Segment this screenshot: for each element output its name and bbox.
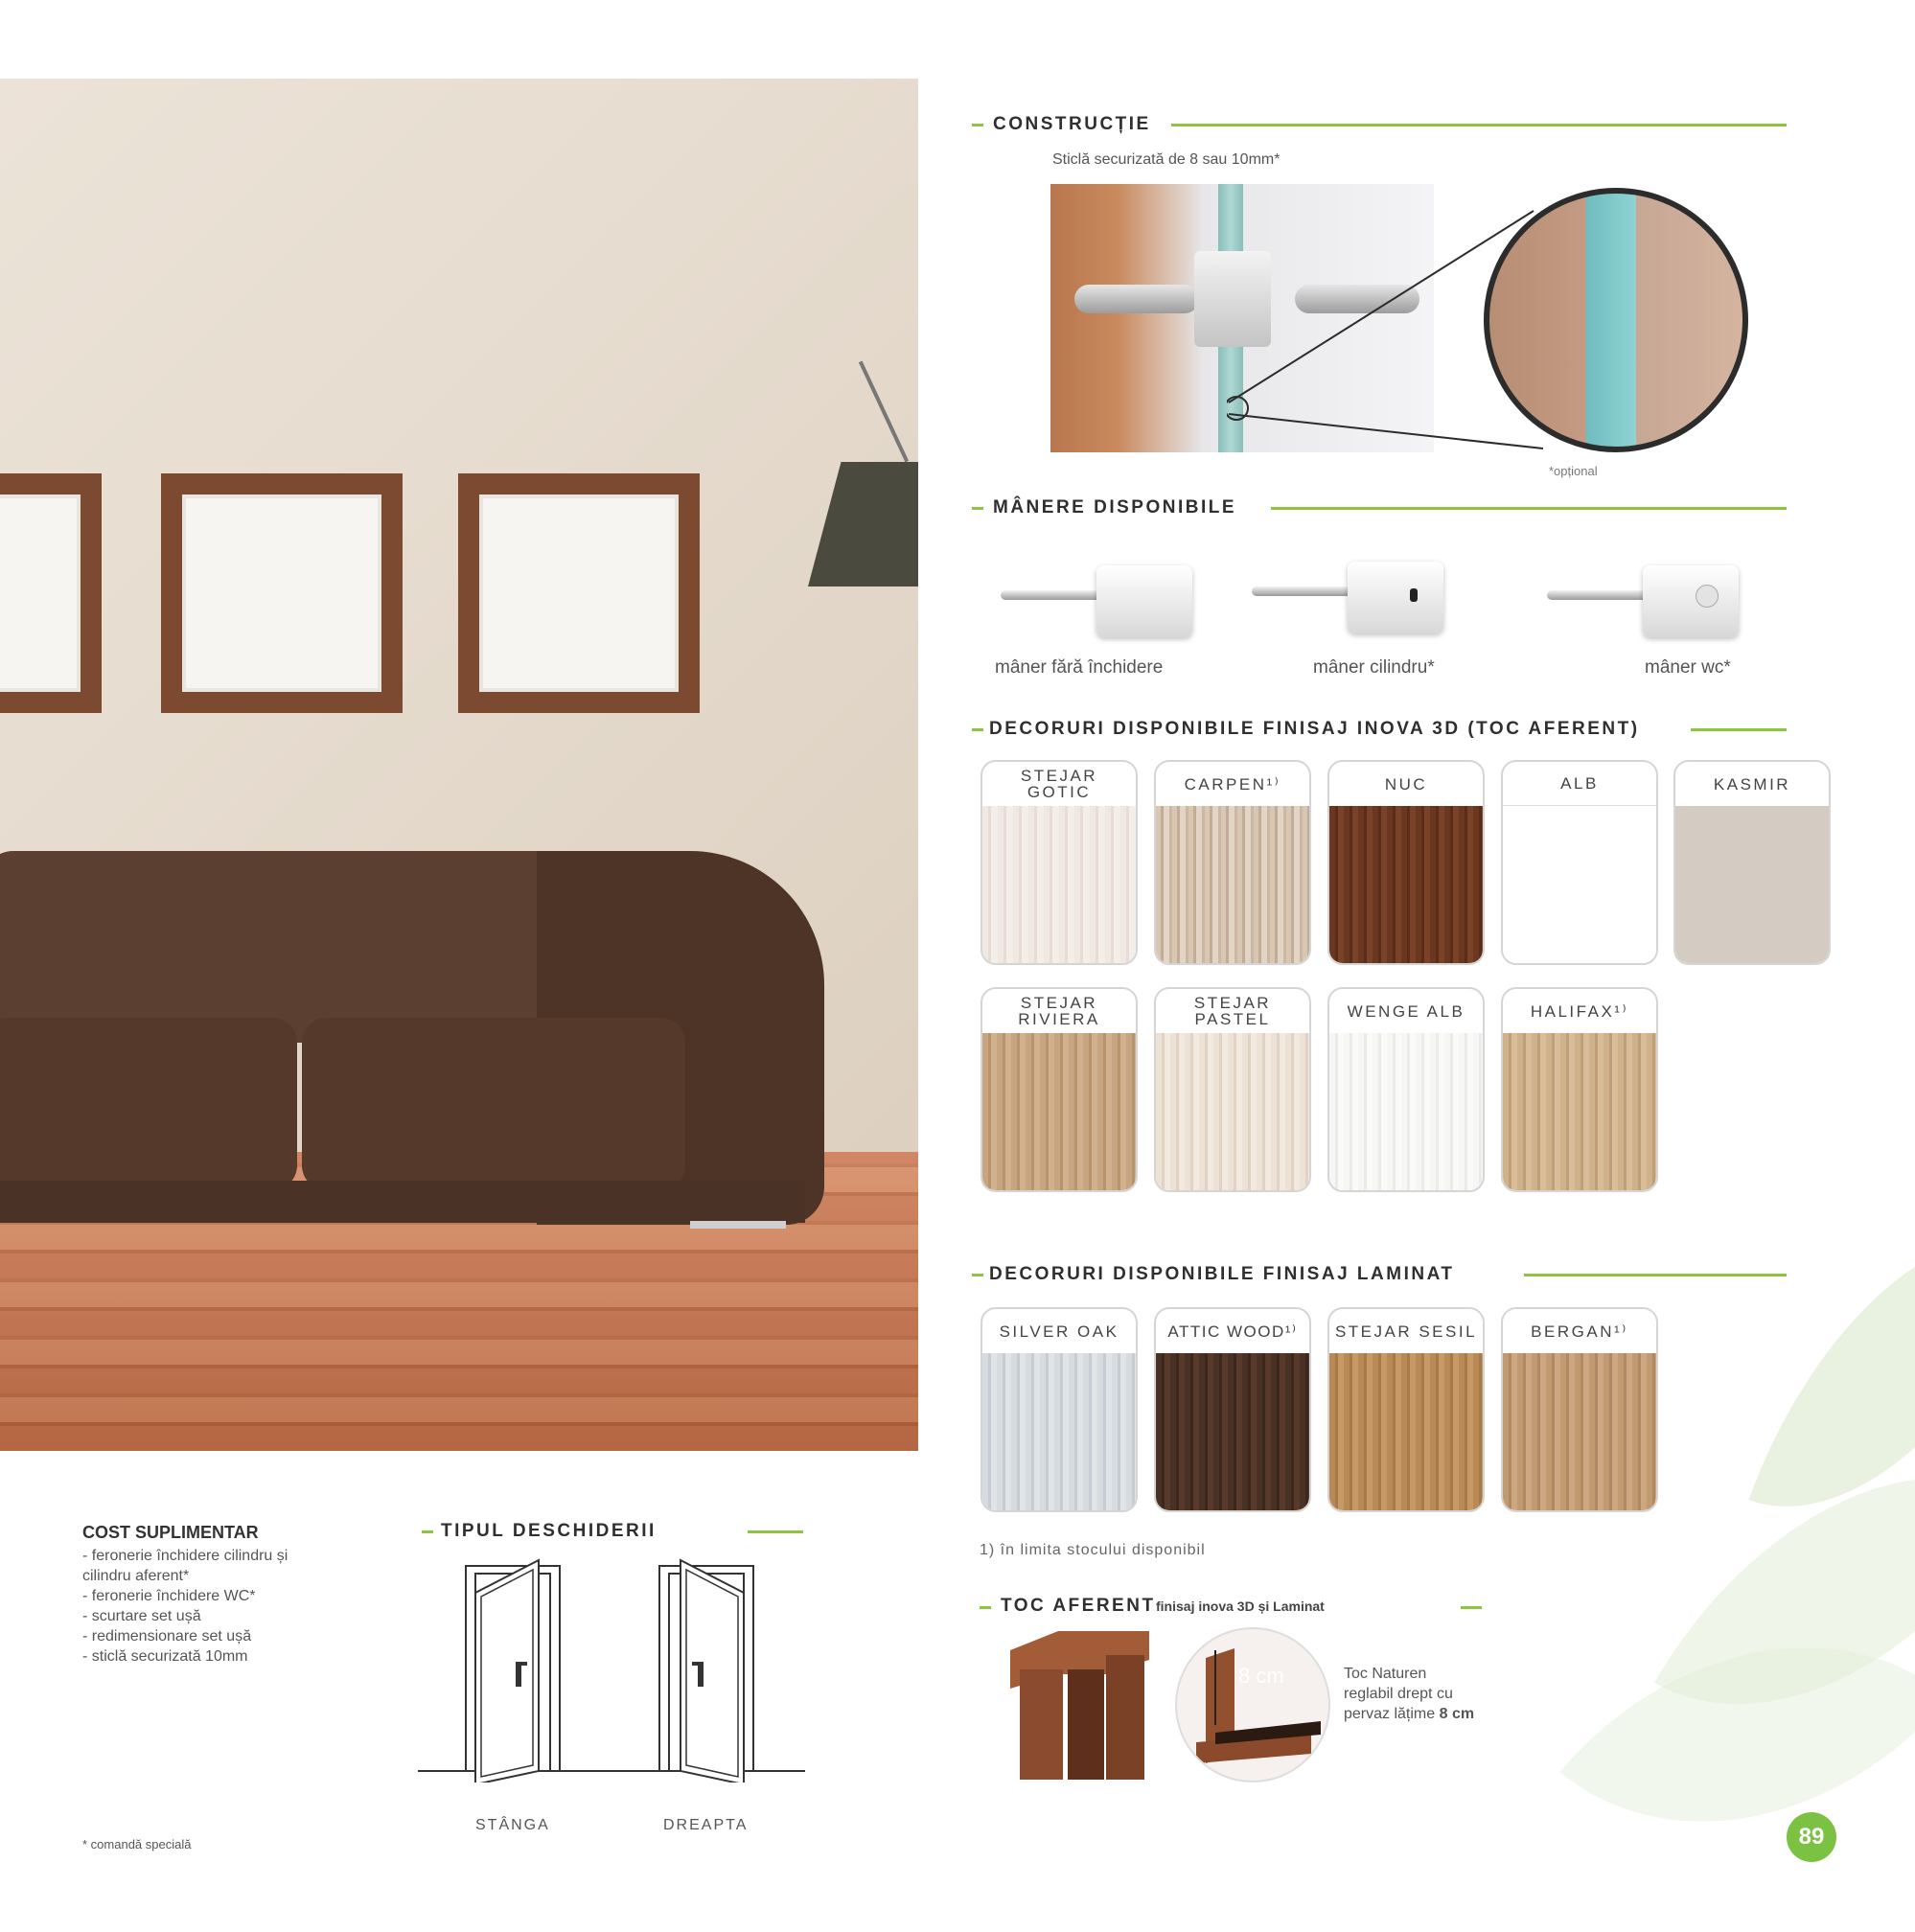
extra-cost-line: - scurtare set ușă (82, 1608, 201, 1624)
extra-cost-line: - feronerie închidere cilindru și (82, 1548, 288, 1564)
special-order-note: * comandă specială (82, 1837, 192, 1852)
toc-desc-line: Toc Naturen (1344, 1666, 1427, 1682)
opening-left-label: STÂNGA (475, 1817, 550, 1833)
sofa-seat (302, 1018, 685, 1190)
sofa-seat (0, 1018, 297, 1190)
swatch-wenge-alb (1327, 987, 1485, 1192)
heading-rule (1524, 1274, 1787, 1276)
heading-dash (972, 1274, 983, 1276)
heading-dash (980, 1606, 991, 1609)
swatch-label: WENGE ALB (1347, 1001, 1465, 1021)
handle-wc-image (1547, 556, 1739, 642)
glass-detail-circle (1484, 188, 1748, 452)
swatch-label: STEJAR GOTIC (1020, 767, 1098, 801)
toc-title: TOC AFERENT (1001, 1596, 1156, 1616)
sofa-back (0, 851, 594, 1043)
decor-3d-title: DECORURI DISPONIBILE FINISAJ INOVA 3D (TOC AFERENT) (989, 719, 1640, 739)
toc-detail-circle (1175, 1627, 1330, 1782)
door-opening-diagram (418, 1554, 805, 1782)
construction-title: CONSTRUCȚIE (993, 114, 1151, 134)
heading-rule (1461, 1606, 1482, 1609)
picture-frame (0, 473, 102, 713)
handle-caption: mâner fără închidere (995, 657, 1164, 678)
swatch-label: STEJAR SESIL (1334, 1322, 1478, 1341)
swatch-silver-oak (981, 1307, 1138, 1512)
opening-title: TIPUL DESCHIDERII (441, 1521, 657, 1541)
swatch-stejar-riviera (981, 987, 1138, 1192)
swatch-label: STEJAR PASTEL (1193, 994, 1272, 1028)
swatch-label: HALIFAX¹⁾ (1530, 1001, 1629, 1021)
swatch-kasmir (1673, 760, 1831, 965)
toc-desc-line: pervaz lățime 8 cm (1344, 1706, 1475, 1722)
swatch-label: KASMIR (1713, 774, 1791, 794)
sofa-foot (690, 1221, 786, 1229)
handle-caption: mâner wc* (1645, 657, 1731, 678)
toc-subtitle: finisaj inova 3D și Laminat (1156, 1598, 1325, 1614)
heading-dash (972, 728, 983, 731)
swatch-label: NUC (1384, 774, 1428, 794)
handle-caption: mâner cilindru* (1313, 657, 1435, 678)
swatch-alb (1501, 760, 1658, 965)
stock-footnote: 1) în limita stocului disponibil (980, 1542, 1206, 1558)
sofa-base (0, 1181, 805, 1223)
picture-frame (458, 473, 700, 713)
extra-cost-list (82, 1546, 288, 1667)
heading-dash (422, 1530, 433, 1533)
swatch-bergan (1501, 1307, 1658, 1512)
handle-cylinder-image (1252, 552, 1443, 638)
optional-note: *opțional (1549, 464, 1598, 478)
heading-dash (972, 124, 983, 126)
heading-rule (1691, 728, 1787, 731)
heading-rule (1271, 507, 1787, 510)
swatch-label: STEJAR RIVIERA (1018, 994, 1100, 1028)
extra-cost-line: cilindru aferent* (82, 1568, 190, 1584)
heading-dash (972, 507, 983, 510)
decor-laminat-title: DECORURI DISPONIBILE FINISAJ LAMINAT (989, 1264, 1455, 1284)
swatch-label: BERGAN¹⁾ (1531, 1322, 1628, 1341)
page-number-badge: 89 (1787, 1812, 1836, 1862)
swatch-stejar-sesil (1327, 1307, 1485, 1512)
living-room-photo (0, 79, 918, 1451)
extra-cost-line: - redimensionare set ușă (82, 1628, 252, 1644)
construction-subtitle: Sticlă securizată de 8 sau 10mm* (1052, 151, 1281, 168)
swatch-label: ALB (1503, 762, 1656, 806)
swatch-label: ATTIC WOOD¹⁾ (1167, 1322, 1298, 1341)
swatch-halifax (1501, 987, 1658, 1192)
extra-cost-title: COST SUPLIMENTAR (82, 1523, 259, 1542)
handle-no-lock-image (1001, 556, 1192, 642)
swatch-stejar-pastel (1154, 987, 1311, 1192)
heading-rule (748, 1530, 803, 1533)
toc-measure: 8 cm (1238, 1664, 1284, 1688)
extra-cost-line: - feronerie închidere WC* (82, 1588, 256, 1604)
extra-cost-line: - sticlă securizată 10mm (82, 1648, 248, 1665)
picture-frame (161, 473, 403, 713)
swatch-label: CARPEN¹⁾ (1184, 774, 1281, 794)
swatch-carpen (1154, 760, 1311, 965)
heading-rule (1171, 124, 1787, 126)
opening-right-label: DREAPTA (663, 1817, 749, 1833)
door-frame-photo (1001, 1631, 1149, 1780)
swatch-stejar-gotic (981, 760, 1138, 965)
handles-title: MÂNERE DISPONIBILE (993, 497, 1237, 518)
swatch-attic-wood (1154, 1307, 1311, 1512)
toc-desc-line: reglabil drept cu (1344, 1686, 1453, 1702)
swatch-label: SILVER OAK (999, 1322, 1119, 1341)
swatch-nuc (1327, 760, 1485, 965)
toc-description (1344, 1664, 1474, 1724)
